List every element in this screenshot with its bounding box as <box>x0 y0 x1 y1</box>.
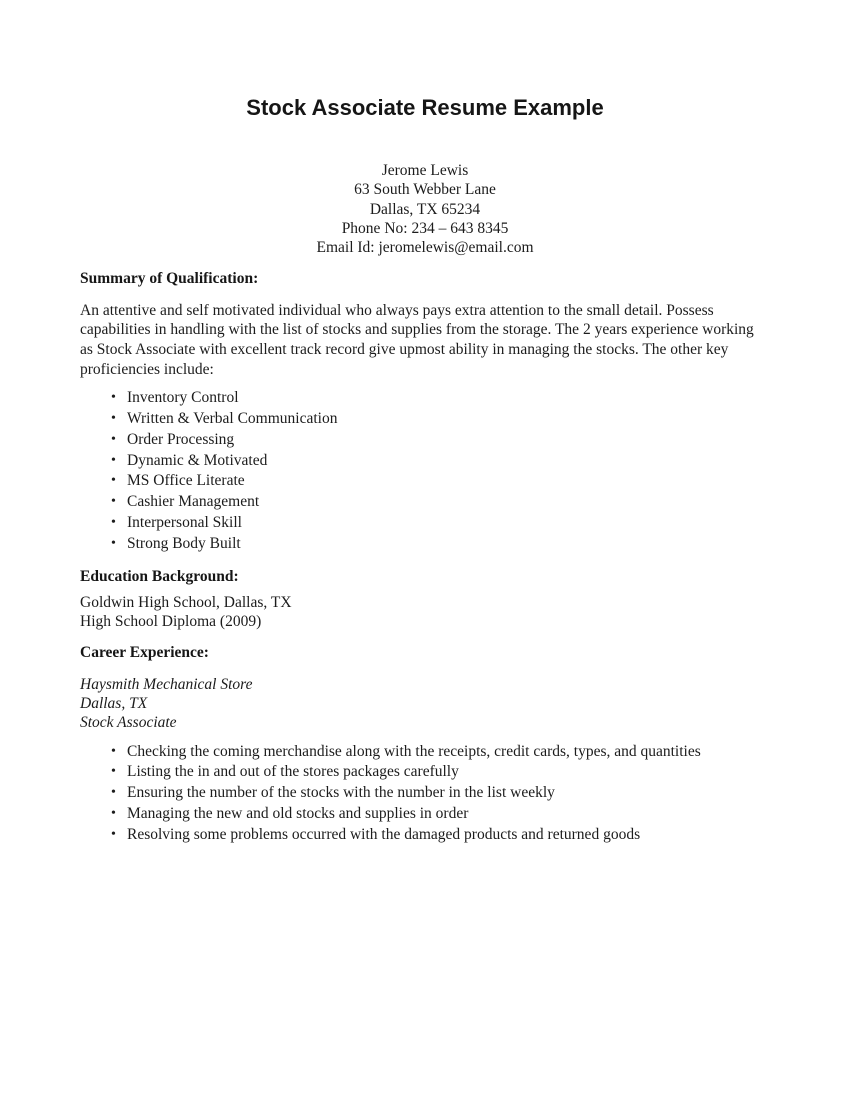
skill-item: • Cashier Management <box>80 492 770 513</box>
duty-item: • Managing the new and old stocks and supplies in order <box>80 804 770 825</box>
employer-location: Dallas, TX <box>80 695 148 713</box>
contact-name: Jerome Lewis <box>381 162 469 179</box>
education-heading: Education Background: <box>80 567 239 585</box>
education-diploma: High School Diploma (2009) <box>80 613 262 631</box>
contact-email: Email Id: jeromelewis@email.com <box>316 239 534 257</box>
employer-block <box>80 675 770 733</box>
job-title: Stock Associate <box>80 714 177 732</box>
duties-list <box>80 742 770 846</box>
skill-item: • Interpersonal Skill <box>80 513 770 534</box>
career-section <box>80 643 770 845</box>
skill-item: • MS Office Literate <box>80 471 770 492</box>
education-school: Goldwin High School, Dallas, TX <box>80 593 292 611</box>
duty-item: • Resolving some problems occurred with the damaged products and returned goods <box>80 825 770 846</box>
contact-phone: Phone No: 234 – 643 8345 <box>341 219 509 237</box>
skill-item: • Dynamic & Motivated <box>80 451 770 472</box>
duty-item: • Listing the in and out of the stores packages carefully <box>80 762 770 783</box>
education-details <box>80 593 770 632</box>
employer-name: Haysmith Mechanical Store <box>80 675 253 693</box>
skill-item: • Strong Body Built <box>80 534 770 555</box>
summary-paragraph: An attentive and self motivated individual who always pays extra attention to the small detail. Possess capabilities in handling with the list of stocks and supplies from the storage. The 2 years experience working as Stock Associate with excellent track record give upmost ability in managing the stocks. The other key proficiencies include: <box>80 301 754 378</box>
career-heading: Career Experience: <box>80 644 209 662</box>
duty-item: • Ensuring the number of the stocks with the number in the list weekly <box>80 783 770 804</box>
contact-street: 63 South Webber Lane <box>354 181 496 199</box>
education-section <box>80 567 770 632</box>
skills-list <box>80 388 770 554</box>
duty-item: • Checking the coming merchandise along with the receipts, credit cards, types, and quantities <box>80 742 770 763</box>
skill-item: • Order Processing <box>80 430 770 451</box>
summary-section <box>80 269 770 554</box>
skill-item: • Inventory Control <box>80 388 770 409</box>
page-title: Stock Associate Resume Example <box>246 95 604 120</box>
skill-item: • Written & Verbal Communication <box>80 409 770 430</box>
summary-heading: Summary of Qualification: <box>80 270 259 288</box>
contact-city-state-zip: Dallas, TX 65234 <box>369 200 481 218</box>
contact-block <box>80 161 770 257</box>
